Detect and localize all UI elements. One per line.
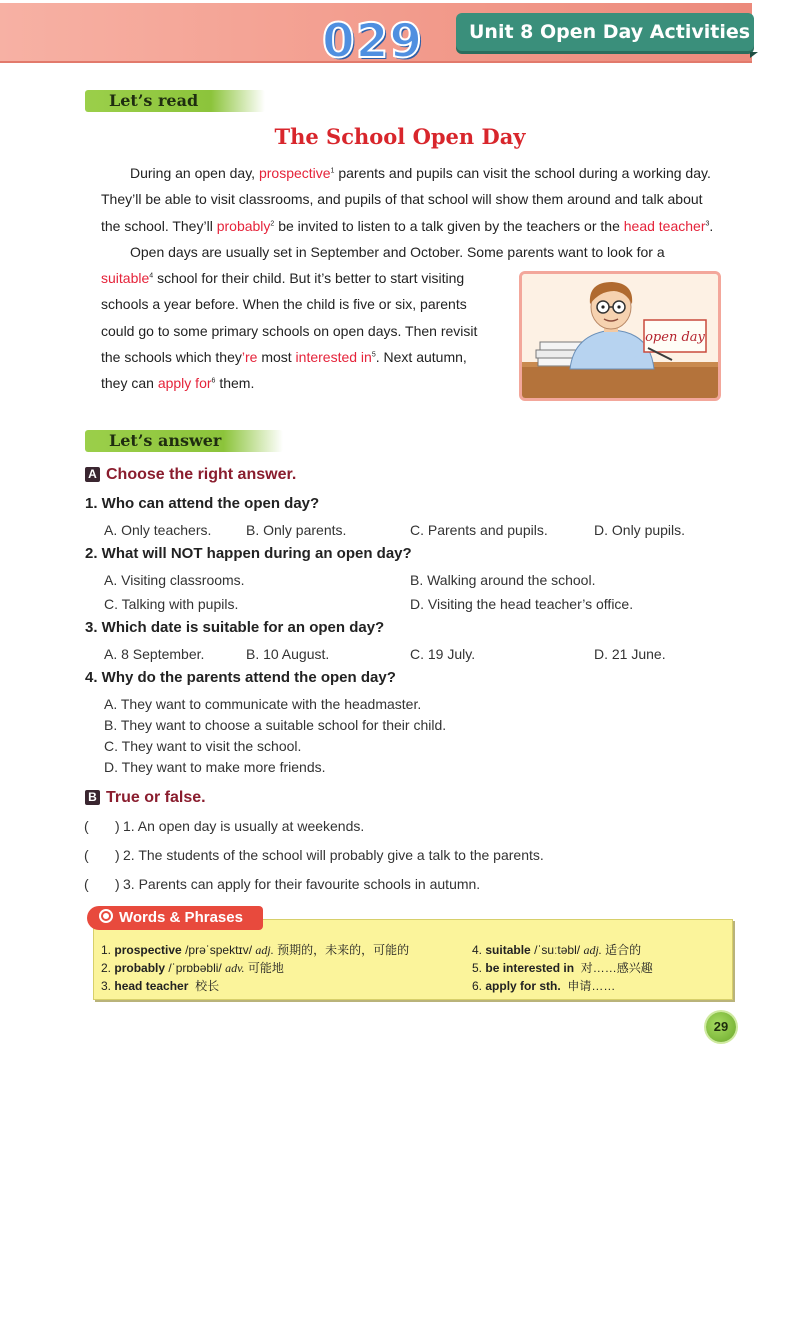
open-day-illustration [519,271,721,401]
tf-statement-3: 3. Parents can apply for their favourite schools in autumn. [123,876,481,892]
q2-option-a: A. Visiting classrooms. [104,572,245,588]
open-day-sign: open day [645,330,705,345]
question-2: 2. What will NOT happen during an open day? [85,545,412,562]
q1-option-b: B. Only parents. [246,522,347,538]
q2-option-d: D. Visiting the head teacher’s office. [410,596,634,612]
q1-option-d: D. Only pupils. [594,522,686,538]
q1-option-c: C. Parents and pupils. [410,522,548,538]
word-entry-2: 2. probably /ˈprɒbəbli/ adv. 可能地 [101,961,284,975]
q4-option-a: A. They want to communicate with the headmaster. [104,696,422,712]
tf-statement-2: 2. The students of the school will probably give a talk to the parents. [123,847,544,863]
vocab-apply-for: apply for [157,375,212,392]
lesson-number: 029 [322,14,424,69]
vocab-prospective: prospective [258,165,331,181]
q3-option-d: D. 21 June. [594,646,666,662]
q1-option-a: A. Only teachers. [104,522,212,538]
paragraph-1-line-3: the school. They’ll probably$^2$ be invited to listen to a talk given by the teachers or the head teacher$^3$. [101,217,714,234]
tf-answer-bracket-open[interactable]: ( [84,847,89,863]
part-a-badge: A [85,467,100,482]
vocab-interested-in: interested in [295,348,372,365]
word-entry-1: 1. prospective /prəˈspektɪv/ adj. 预期的，未来的，可能的 [101,943,410,957]
paragraph-2-line-3: schools a year before. When the child is five or six, parents [101,296,467,313]
paragraph-2-line-5: the schools which they’re most interested $in^5$. Next autumn, [101,348,467,365]
q4-option-b: B. They want to choose a suitable school for their child. [104,717,447,733]
paragraph-2-line-4: could go to some primary schools on open days. Then revisit [101,322,478,339]
q4-option-d: D. They want to make more friends. [104,759,326,775]
paragraph-1 [101,160,714,239]
tf-answer-bracket-close: ) [115,876,120,892]
tf-answer-bracket-open[interactable]: ( [84,818,89,834]
vocab-head-teacher: head teacher [623,217,706,234]
paragraph-2-body [101,265,507,396]
word-entry-4: 4. suitable /ˈsuːtəbl/ adj. 适合的 [472,943,642,957]
word-entry-5: 5. be interested in 对……感兴趣 [472,961,653,975]
page-number: 29 [706,1012,736,1042]
vocab-suitable: suitable [101,270,150,286]
paragraph-2-line-1: Open days are usually set in September and October. Some parents want to look for a [130,244,665,260]
boy-with-sign-image [522,274,718,398]
q3-option-b: B. 10 August. [246,646,330,662]
lets-answer-tag: Let’s answer [85,430,283,452]
part-b-title: True or false. [106,789,206,806]
question-4: 4. Why do the parents attend the open day? [85,669,396,686]
word-entry-3: 3. head teacher 校长 [101,979,220,993]
paragraph-2-line-2: suitable$^4$ school for their child. But it’s better to start visiting [101,270,465,286]
target-icon [99,909,113,923]
tf-answer-bracket-open[interactable]: ( [84,876,89,892]
question-1: 1. Who can attend the open day? [85,495,320,512]
paragraph-2-line-6: they can apply for$^6$ them. [101,375,255,392]
tf-statement-1: 1. An open day is usually at weekends. [123,818,365,834]
part-b-badge: B [85,790,100,805]
paragraph-1-line-1: During an open day, prospective$^1$ parents and pupils can visit the school during a working day. [130,165,711,181]
story-title: The School Open Day [274,124,526,149]
unit-title: Unit 8 Open Day Activities [456,13,754,51]
words-phrases-tab: Words & Phrases [87,906,263,930]
lets-read-tag: Let’s read [85,90,265,112]
tf-answer-bracket-close: ) [115,818,120,834]
vocab-probably: probably [216,217,271,234]
q2-option-c: C. Talking with pupils. [104,596,239,612]
q2-option-b: B. Walking around the school. [410,572,596,588]
tf-answer-bracket-close: ) [115,847,120,863]
q3-option-a: A. 8 September. [104,646,205,662]
q4-option-c: C. They want to visit the school. [104,738,302,754]
part-a-title: Choose the right answer. [106,466,297,483]
paragraph-1-line-2: They’ll be able to visit classrooms, and pupils of that school will show them around and talk about [101,191,703,208]
word-entry-6: 6. apply for sth. 申请…… [472,979,616,993]
question-3: 3. Which date is suitable for an open day? [85,619,385,636]
q3-option-c: C. 19 July. [410,646,476,662]
